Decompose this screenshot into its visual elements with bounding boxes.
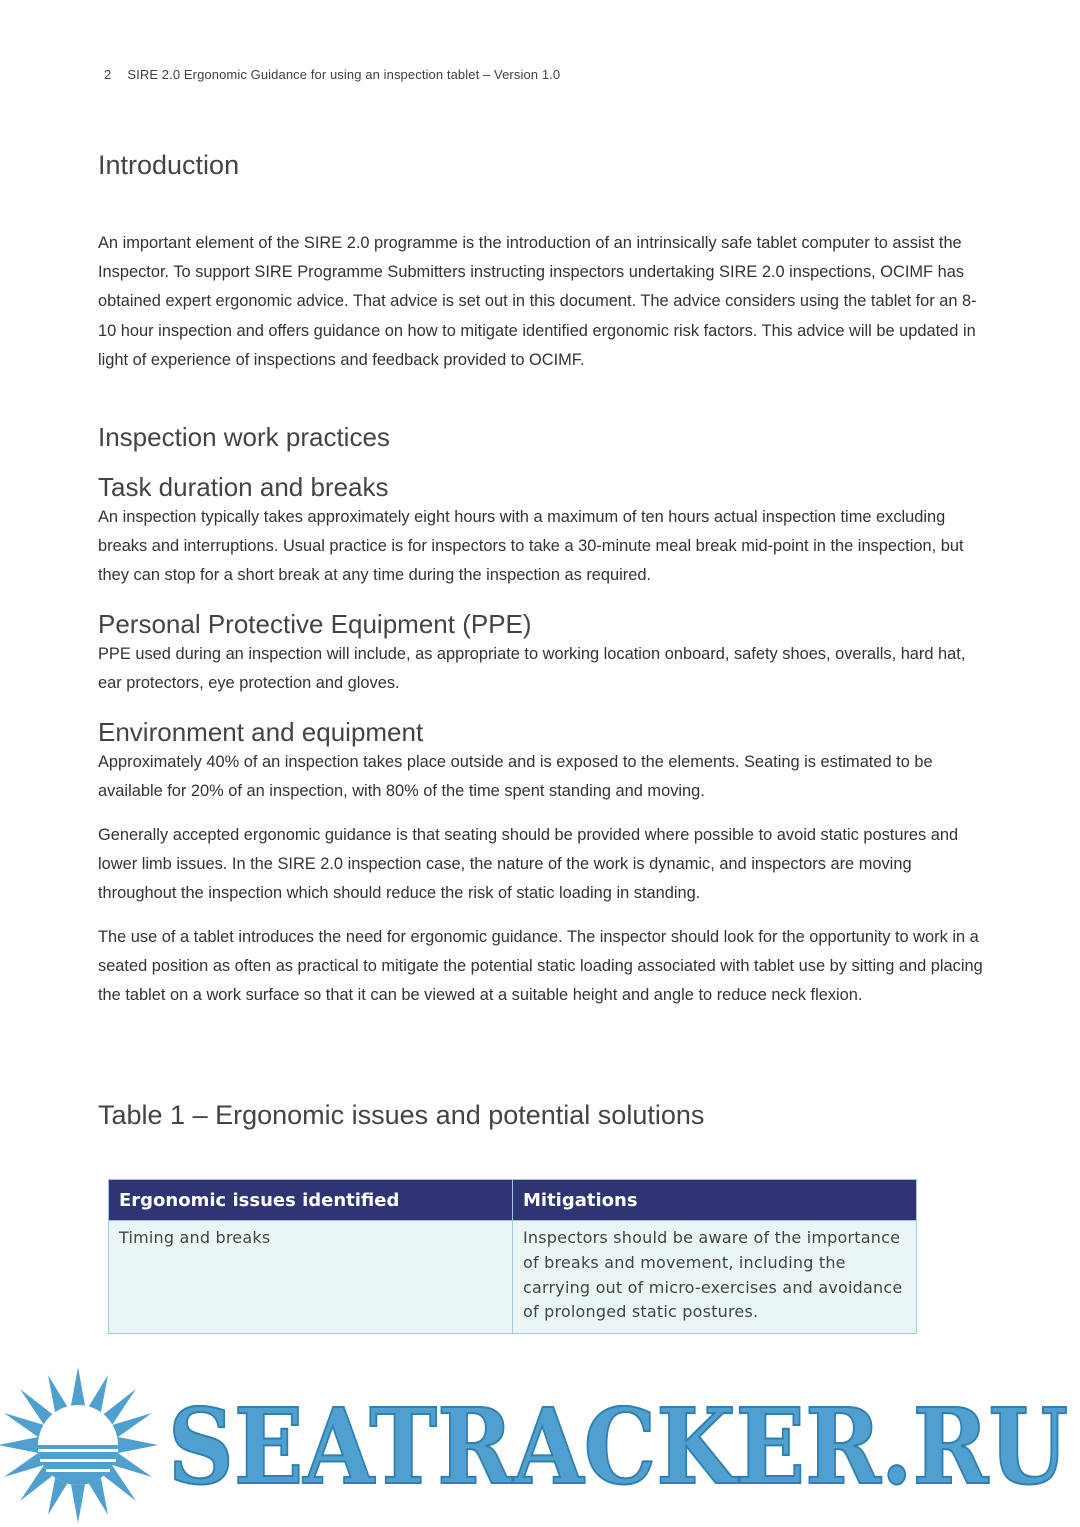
ergonomic-issues-table xyxy=(108,1179,917,1334)
heading-inspection-work-practices: Inspection work practices xyxy=(98,422,390,452)
table-header-row xyxy=(109,1180,917,1221)
page-number: 2 xyxy=(104,67,112,82)
page-header xyxy=(104,67,560,82)
heading-ppe: Personal Protective Equipment (PPE) xyxy=(98,609,532,639)
watermark xyxy=(0,1365,1080,1527)
paragraph-task-duration: An inspection typically takes approximately eight hours with a maximum of ten hours actual inspection time excluding breaks and interruptions. Usual practice is for inspectors to take a 30-minute meal break mid-point in the inspection, but they can stop for a short break at any time during the inspection as required. xyxy=(98,508,964,585)
heading-table-1: Table 1 – Ergonomic issues and potential solutions xyxy=(98,1100,705,1130)
sun-logo-icon xyxy=(0,1367,158,1523)
paragraph-environment-1: Approximately 40% of an inspection takes place outside and is exposed to the elements. Seating is estimated to be available for 20% of an inspection, with 80% of the time spent standing and moving. xyxy=(98,753,933,801)
watermark-text: SEATRACKER.RU xyxy=(168,1385,1068,1508)
paragraph-introduction: An important element of the SIRE 2.0 programme is the introduction of an intrinsically safe tablet computer to assist the Inspector. To support SIRE Programme Submitters instructing inspectors undertaking SIRE 2.0 inspections, OCIMF has obtained expert ergonomic advice. That advice is set out in this document. The advice considers using the tablet for an 8-10 hour inspection and offers guidance on how to mitigate identified ergonomic risk factors. This advice will be updated in light of experience of inspections and feedback provided to OCIMF. xyxy=(98,234,977,369)
table-row xyxy=(109,1221,917,1334)
heading-task-duration: Task duration and breaks xyxy=(98,472,389,502)
column-header-issues: Ergonomic issues identified xyxy=(109,1180,513,1221)
heading-environment: Environment and equipment xyxy=(98,717,424,747)
paragraph-ppe: PPE used during an inspection will include, as appropriate to working location onboard, safety shoes, overalls, hard hat, ear protectors, eye protection and gloves. xyxy=(98,645,966,693)
cell-issue: Timing and breaks xyxy=(109,1221,513,1334)
heading-introduction: Introduction xyxy=(98,150,240,180)
document-title: SIRE 2.0 Ergonomic Guidance for using an inspection tablet – Version 1.0 xyxy=(127,67,561,82)
column-header-mitigations: Mitigations xyxy=(513,1180,917,1221)
paragraph-environment-2: Generally accepted ergonomic guidance is that seating should be provided where possible to avoid static postures and lower limb issues. In the SIRE 2.0 inspection case, the nature of the work is dynamic, and inspectors are moving throughout the inspection which should reduce the risk of static loading in standing. xyxy=(98,826,959,903)
paragraph-environment-3: The use of a tablet introduces the need for ergonomic guidance. The inspector should look for the opportunity to work in a seated position as often as practical to mitigate the potential static loading associated with tablet use by sitting and placing the tablet on a work surface so that it can be viewed at a suitable height and angle to reduce neck flexion. xyxy=(98,928,983,1005)
cell-mitigation: Inspectors should be aware of the importance of breaks and movement, including the carrying out of micro-exercises and avoidance of prolonged static postures. xyxy=(513,1221,917,1334)
